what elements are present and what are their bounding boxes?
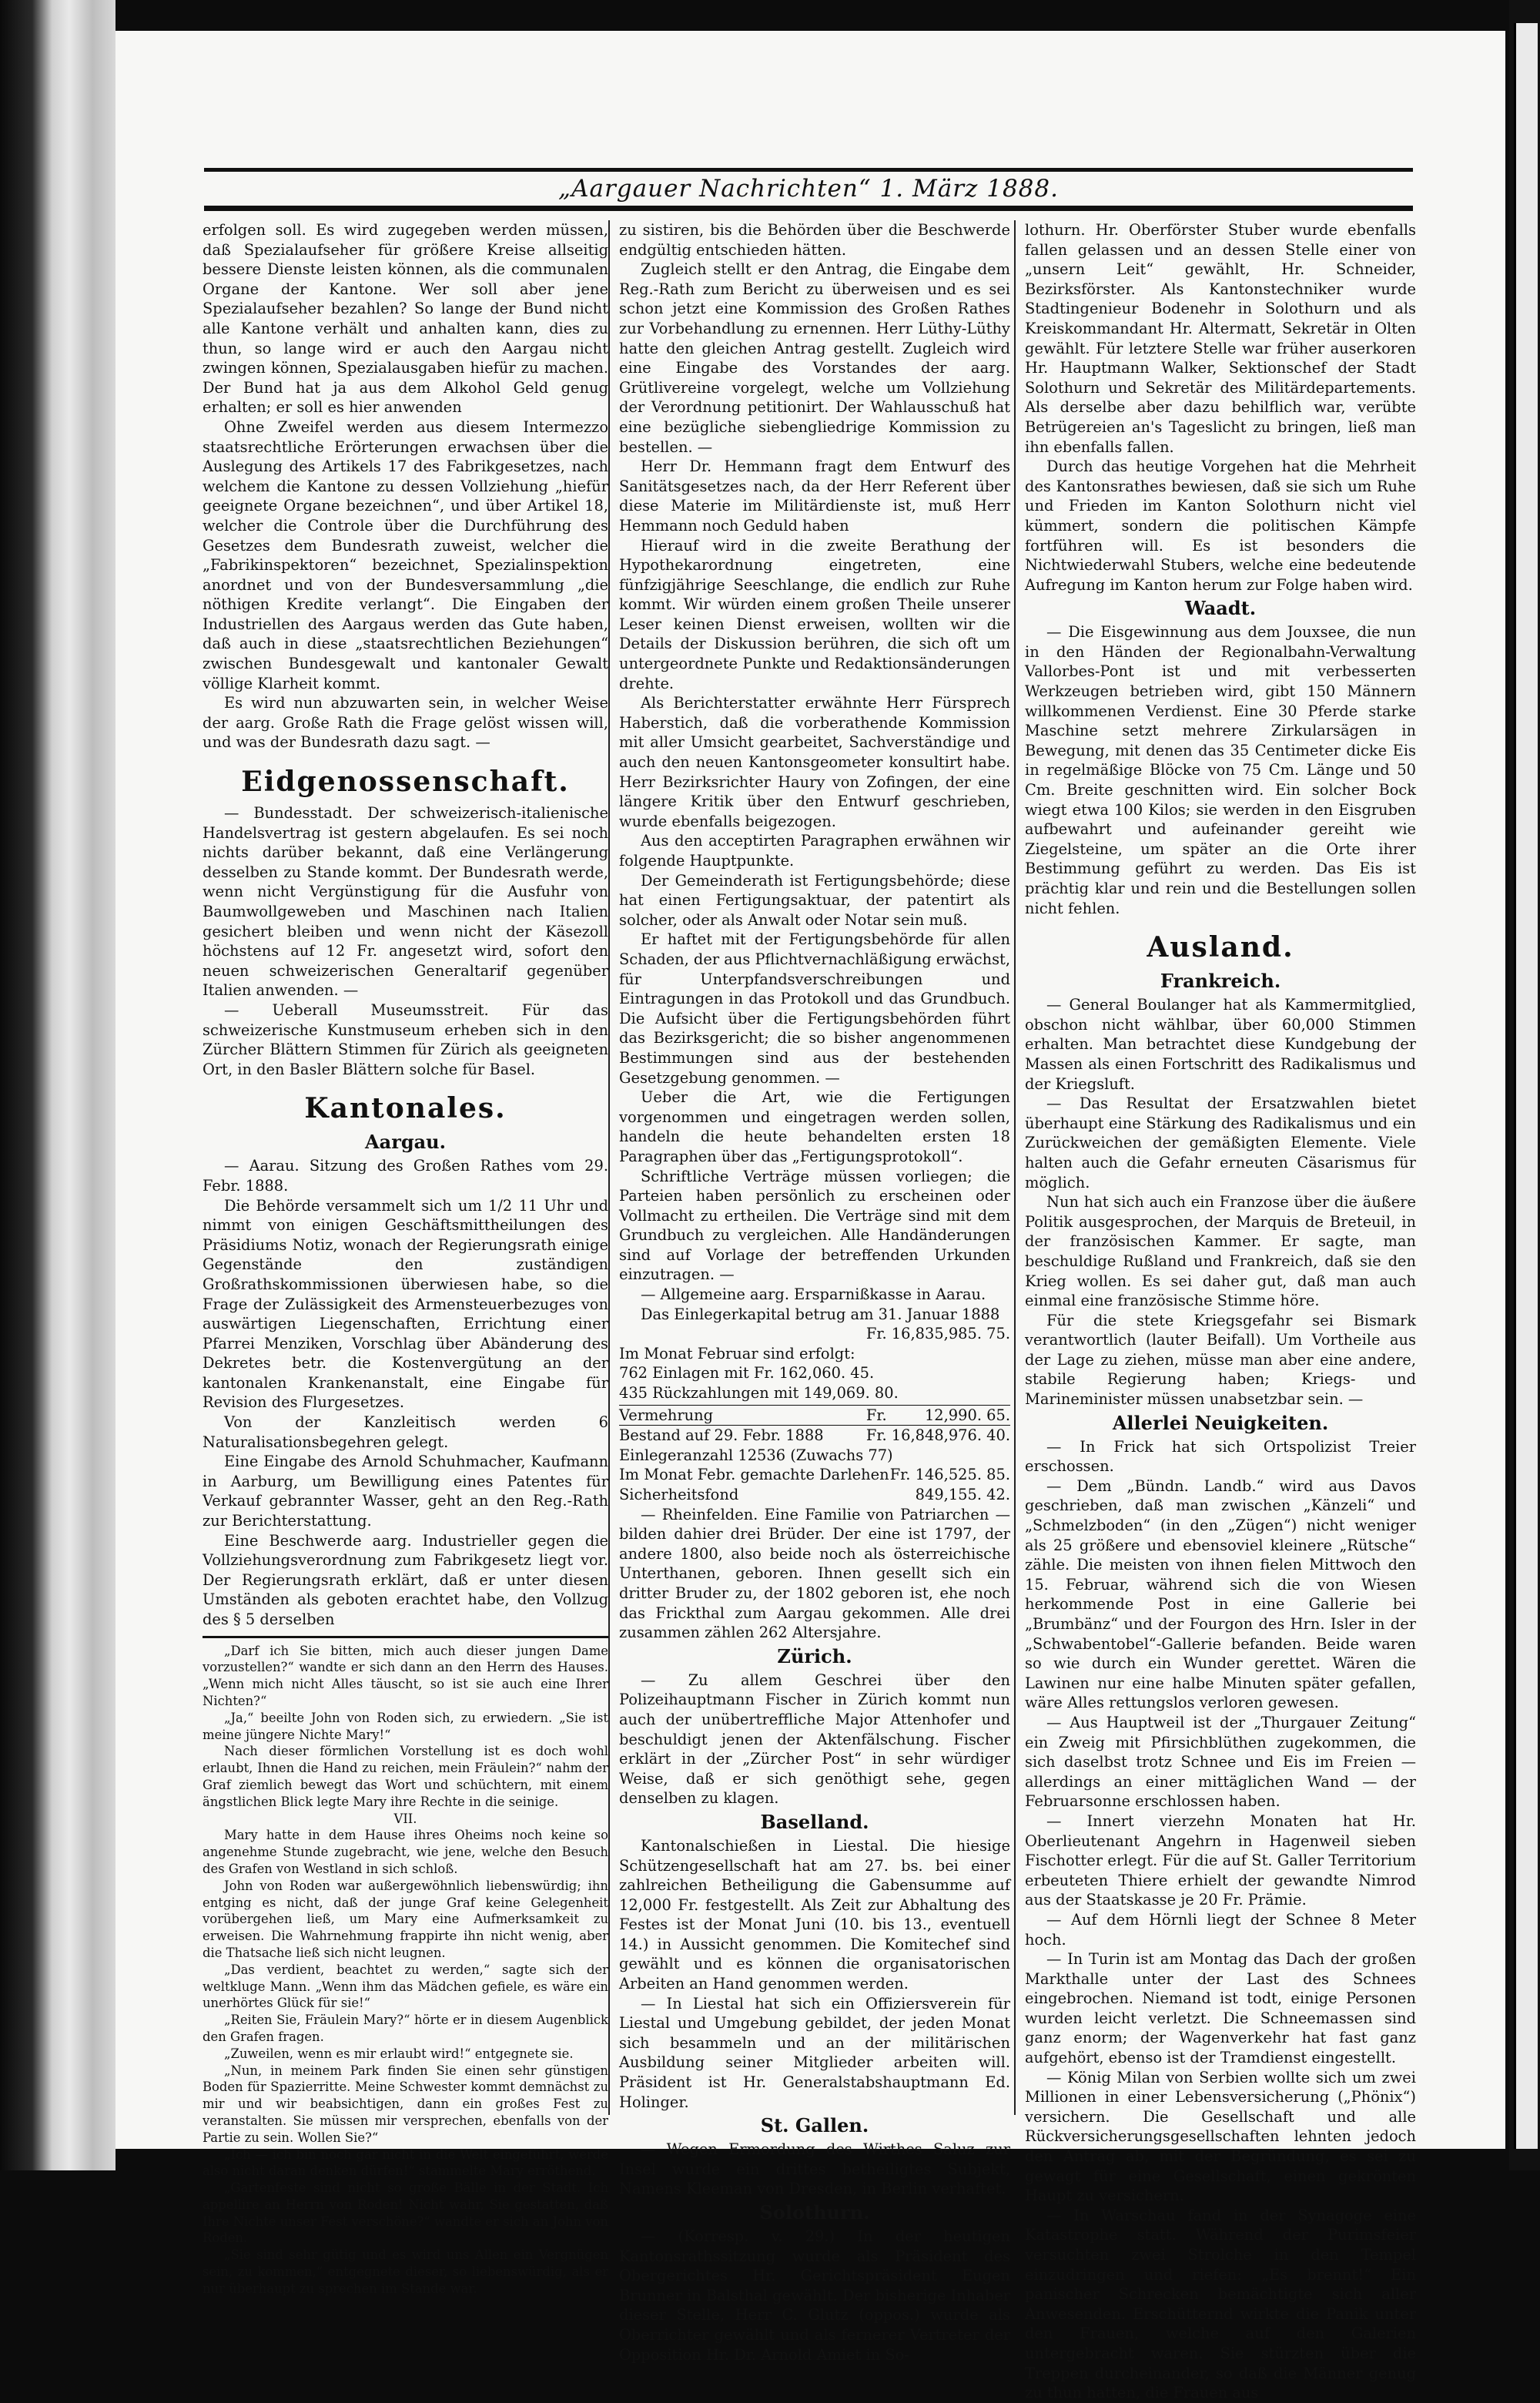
article-text: — Bundesstadt. Der schweizerisch-italienische Handelsvertrag ist gestern abgelaufen. Es sei noch nichts darüber bekannt, daß eine Verlängerung desselben zu Stande kommt. Der Bundesrath werde, wenn nicht Vergünstigung für die Ausfuhr von Baumwollgeweben und Maschinen nach Italien gesichert bleiben und wenn nicht der Käsezoll höchstens auf 12 Fr. angesetzt wird, sofort den neuen schweizerischen Generaltarif gegenüber Italien anwenden. — [203,804,608,1000]
subheading-solothurn: Solothurn. [759,2201,870,2224]
article-text: Als Berichterstatter erwähnte Herr Fürsprech Haberstich, daß die vorberathende Kommission mit aller Umsicht gearbeitet, Sachverständige und auch den neuen Kantonsgeometer konsultirt habe. Herr Bezirksrichter Haury von Zofingen, der eine längere Kritik über den Entwurf geschrieben, wurde ebenfalls beigezogen. [619,694,1010,830]
article-text: — Zu allem Geschrei über den Polizeihauptmann Fischer in Zürich kommt nun auch der unübertreffliche Major Attenhofer und beschuldigt jenen der Aktenfälschung. Fischer erklärt in der „Zürcher Post“ in sehr würdiger Weise, daß er sich genöthigt sehe, gegen denselben zu klagen. [619,1671,1010,1808]
feuilleton [203,1643,608,2297]
section-heading-ausland: Ausland. [1147,931,1294,964]
article-text: Von der Kanzleitisch werden 6 Naturalisationsbegehren gelegt. [203,1413,608,1451]
article-text: Durch das heutige Vorgehen hat die Mehrheit des Kantonsrathes bewiesen, daß sie sich um Ruhe und Frieden im Kanton Solothurn nicht viel kümmert, sondern die politischen Kämpfe fortführen will. Es ist besonders die Nichtwiederwahl Stubers, welche eine bedeutende Aufregung im Kanton herum zur Folge haben wird. [1025,457,1416,594]
ledger-label: Vermehrung [619,1406,713,1424]
article-text: — In Frick hat sich Ortspolizist Treier erschossen. [1025,1437,1416,1476]
masthead: „Aargauer Nachrichten“ 1. März 1888. [558,175,1059,203]
article-text: — Innert vierzehn Monaten hat Hr. Oberlieutenant Angehrn in Hagenweil sieben Fischotter erlegt. Für die auf St. Galler Territorium erbeuteten Thiere erhielt der gewandte Nimrod aus der Staatskasse je 20 Fr. Prämie. [1025,1811,1416,1909]
article-text: — Rheinfelden. Eine Familie von Patriarchen — bilden dahier drei Brüder. Der eine ist 1797, der andere 1800, also beide noch als österreichische Unterthanen, geboren. Ihnen gesellt sich ein dritter Bruder zu, der 1802 geboren ist, ehe noch das Frickthal zum Aargau gekommen. Alle drei zusammen zählen 262 Altersjahre. [619,1505,1010,1642]
article-text: Nun hat sich auch ein Franzose über die äußere Politik ausgesprochen, der Marquis de Breteuil, in der französischen Kammer. Er sagte, man beschuldige Rußland und Frankreich, daß sie den Krieg wollen. Es sei daher gut, daß man auch einmal eine französische Stimme höre. [1025,1193,1416,1310]
feuilleton-rule [203,1636,608,1638]
ledger-label: Im Monat Febr. gemachte Darlehen [619,1466,889,1484]
next-page-edge [1509,0,1540,2170]
article-text: erfolgen soll. Es wird zugegeben werden müssen, daß Spezialaufseher für größere Kreise allseitig bessere Dienste leisten können, als die communalen Organe der Kantone. Wer soll aber jene Spezialaufseher bezahlen? So lange der Bund nicht alle Kantone verhält und anhalten kann, dies zu thun, so lange wird er auch den Aargau nicht zwingen können, Spezialausgaben hiefür zu machen. Der Bund hat ja aus dem Alkohol Geld genug erhalten; er soll es hier anwenden [203,221,608,417]
column-2 [608,220,1010,2364]
feuilleton-paragraph: „Reiten Sie, Fräulein Mary?“ hörte er in diesem Augenblick den Grafen fragen. [203,2013,608,2044]
ledger-label: Bestand auf 29. Febr. 1888 [619,1426,824,1445]
feuilleton-paragraph: „Sie sind sehr gütig und es wird uns Allen ein Vergnügen sein, zu kommen,“ entgegnete dieser, so liebenswürdig, als er nur überhaupt zu sprechen im Stande war. [203,2247,608,2296]
column-1 [203,220,608,2297]
article-text: 435 Rückzahlungen mit 149,069. 80. [619,1384,899,1403]
ledger-row [619,1485,1010,1505]
article-text: — König Milan von Serbien wollte sich um zwei Millionen in einer Lebensversicherung („Phönix“) versichern. Die Gesellschaft und alle Rückversicherungsgesellschaften lehnten jedoch den Antrag ab, mit der Begründung, es sei zu gewagt für eine Gesellschaft, einen gekrönten Haupt zu versichern. [1025,2068,1416,2205]
article-text: — Allgemeine aarg. Ersparnißkasse in Aarau. [641,1285,986,1304]
article-text: Der Gemeinderath ist Fertigungsbehörde; diese hat einen Fertigungsaktuar, der patentirt als solcher, oder als Anwalt oder Notar sein muß. [619,871,1010,929]
article-text: — Ueberall Museumsstreit. Für das schweizerische Kunstmuseum erheben sich in den Zürcher Blättern Stimmen für Zürich als geeigneten Ort, in den Basler Blättern solche für Basel. [203,1000,608,1078]
feuilleton-paragraph: John von Roden war außergewöhnlich liebenswürdig; ihn entging es nicht, daß der junge Graf keine Gelegenheit vorübergehen ließ, um Mary eine Aufmerksamkeit zu erweisen. Die Wahrnehmung frappirte ihn nicht wenig, aber die Thatsache ließ sich nicht leugnen. [203,1878,608,1960]
ledger-label: Sicherheitsfond [619,1486,739,1503]
newspaper-page [116,31,1505,2402]
article-text: — Das Resultat der Ersatzwahlen bietet überhaupt eine Stärkung des Radikalismus und ein Zurückweichen der gemäßigten Elemente. Viele halten auch die Gefahr erneuten Cäsarismus für möglich. [1025,1094,1416,1191]
amount: Fr. 16,835,985. 75. [865,1325,1010,1343]
section-heading-kantonales: Kantonales. [304,1092,507,1125]
article-text: 762 Einlagen mit Fr. 162,060. 45. [619,1364,875,1382]
ledger-row [619,1405,1010,1426]
article-text: Das Einlegerkapital betrug am 31. Januar 1888 [641,1305,1000,1323]
article-text: Die Behörde versammelt sich um 1/2 11 Uhr und nimmt von einigen Geschäftsmittheilungen des Präsidiums Notiz, wonach der Regierungsrath einige Gegenstände den zuständigen Großrathskommissionen überwiesen habe, so die Frage der Zulässigkeit des Armensteuerbezuges von auswärtigen Liegenschaften, Errichtung einer Pfarrei Menziken, Vorschlag über Abänderung des Dekretes betr. die Kostenvergütung an der kantonalen Krankenanstalt, eine Eingabe für Revision des Flurgesetzes. [203,1196,608,1412]
feuilleton-paragraph: „Ja,“ beeilte John von Roden sich, zu erwiedern. „Sie ist meine jüngere Nichte Mary!“ [203,1710,608,1742]
article-text: Hierauf wird in die zweite Berathung der Hypothekarordnung eingetreten, eine fünfzigjährige Seeschlange, die endlich zur Ruhe kommt. Wir würden einem großen Theile unserer Leser keinen Dienst erweisen, wollten wir die Details der Diskussion berühren, die sich oft um untergeordnete Punkte und Redaktionsänderungen drehte. [619,536,1010,692]
feuilleton-paragraph: „Das verdient, beachtet zu werden,“ sagte sich der weltkluge Mann. „Wenn ihm das Mädchen gefiele, es wäre ein unerhörtes Glück für sie!“ [203,1962,608,2011]
article-text: zu sistiren, bis die Behörden über die Beschwerde endgültig entschieden hätten. [619,221,1010,259]
feuilleton-paragraph: Mary hatte in dem Hause ihres Oheims noch keine so angenehme Stunde zugebracht, wie jene, welche den Besuch des Grafen von Westland in sich schloß. [203,1828,608,1876]
article-text: — General Boulanger hat als Kammermitglied, obschon nicht wählbar, über 60,000 Stimmen erhalten. Man betrachtet diese Kundgebung der Massen als einen Fortschritt des Radikalismus und der Kriegsluft. [1025,996,1416,1093]
article-text: Zugleich stellt er den Antrag, die Eingabe dem Reg.-Rath zum Bericht zu überweisen und es sei schon jetzt eine Kommission des Großen Rathes zur Vorbehandlung zu ernennen. Herr Lüthy-Lüthy hatte den gleichen Antrag gestellt. Zugleich wird eine Eingabe des Vorstandes der aarg. Grütlivereine vorgelegt, welche um Vollziehung der Verordnung petitionirt. Der Wahlausschuß hat eine bezügliche siebengliedrige Kommission zu bestellen. — [619,260,1010,456]
article-text: Eine Eingabe des Arnold Schuhmacher, Kaufmann in Aarburg, um Bewilligung eines Patentes für Verkauf gebrannter Wasser, geht an den Reg.-Rath zur Berichterstattung. [203,1453,608,1530]
article-text: — In Warschau fand in der Synagoge eine Katastrophe statt. Während der Purimsfeier versuchten zwei Strolche in den Tempel einzudringen und riefen: „Es brennt!“ Ein panischer Schrecken bemächtigte sich aller Anwesenden. Erschütternd wirkte die Panik unter den Frauen, welche auf den Galerien untergebracht waren. Sie stürzten über die Treppen durcheinander, so daß die Männer genug zu thun hatten, die Frauen aus [1025,2206,1416,2402]
subheading-waadt: Waadt. [1184,597,1257,620]
article-text: — Aarau. Sitzung des Großen Rathes vom 29. Febr. 1888. [203,1157,608,1195]
article-text: Kantonalschießen in Liestal. Die hiesige Schützengesellschaft hat am 27. bs. bei einer zahlreichen Betheiligung die Gabensumme auf 12,000 Fr. festgestellt. Als Zeit zur Abhaltung des Festes ist der Monat Juni (10. bis 13., eventuell 14.) in Aussicht genommen. Die Komitechef sind gewählt und es können die organisatorischen Arbeiten an Hand genommen werden. [619,1836,1010,1993]
feuilleton-paragraph: „Darf ich Sie bitten, mich auch dieser jungen Dame vorzustellen?“ wandte er sich dann an den Herrn des Hauses. „Wenn mich nicht Alles täuscht, so ist sie auch eine Ihrer Nichten?“ [203,1643,608,1708]
ledger-value: Fr. 12,990. 65. [865,1406,1010,1424]
article-text: — In Turin ist am Montag das Dach der großen Markthalle unter der Last des Schnees eingebrochen. Niemand ist todt, einige Personen wurden leicht verletzt. Die Schneemassen sind ganz enorm; der Wagenverkehr hat fast ganz aufgehört, ebenso ist der Tramdienst eingestellt. [1025,1950,1416,2067]
article-text: Aus den acceptirten Paragraphen erwähnen wir folgende Hauptpunkte. [619,832,1010,870]
subheading-baselland: Baselland. [760,1810,869,1833]
subheading-aargau: Aargau. [365,1131,446,1154]
ledger-row [619,1465,1010,1485]
subheading-frankreich: Frankreich. [1160,970,1281,993]
article-text: Herr Dr. Hemmann fragt dem Entwurf des Sanitätsgesetzes nach, da der Herr Referent über diese Materie im Militärdienste ist, muß Herr Hemmann noch Geduld haben [619,457,1010,535]
subheading-zuerich: Zürich. [777,1644,852,1667]
feuilleton-chapter: VII. [393,1811,417,1826]
masthead-rule-top [204,168,1413,172]
ledger-row [619,1425,1010,1446]
ledger-value: Fr. 16,848,976. 40. [865,1426,1010,1445]
article-text: — (Korresp. v. 29.) In der heutigen Kantonsrathssitzung wurde als Präsident des Obergerichtes Hr. Gerichtspräsident Eugen Brunner in Balsthal gewählt. Der bisherige Inhaber dieser Stelle, Herr C. Glutz (oppos.) wurde als Oberrichter gewählt und als fernerer Vertreter der Opposition Hr. Dr. Arnold Amiet in So- [619,2227,1010,2364]
article-text: Schriftliche Verträge müssen vorliegen; die Parteien haben persönlich zu erscheinen oder Vollmacht zu ertheilen. Die Verträge sind mit dem Grundbuch zu vergleichen. Alle Handänderungen sind auf Vorlage der betreffenden Urkunden einzutragen. — [619,1167,1010,1284]
article-text: — In Liestal hat sich ein Offiziersverein für Liestal und Umgebung gebildet, der jeden Monat sich besammeln und an der militärischen Ausbildung seiner Mitglieder arbeiten will. Präsident ist Hr. Generalstabshauptmann Ed. Holinger. [619,1994,1010,2111]
feuilleton-paragraph: Nach dieser förmlichen Vorstellung ist es doch wohl erlaubt, Ihnen die Hand zu reichen, mein Fräulein?“ nahm der Graf ziemlich bewegt das Wort und schüchtern, mit einem ängstlichen Blick legte Mary ihre Rechte in die seinige. [203,1744,608,1809]
ledger-value: Fr. 146,525. 85. [889,1466,1010,1484]
article-text: Ohne Zweifel werden aus diesem Intermezzo staatsrechtliche Erörterungen erwachsen über die Auslegung des Artikels 17 des Fabrikgesetzes, nach welchem die Kantone zu dessen Vollziehung „hiefür geeignete Organe bezeichnen“, und über Artikel 18, welcher die Controle über die Durchführung des Gesetzes dem Bundesrath zuweist, welcher die „Fabrikinspektoren“ bezeichnet, Spezialinspektion anordnet und von der Bundesversammlung „die nöthigen Kredite verlangt“. Die Eingaben der Industriellen des Aargaus werden das Gute haben, daß auch in diese „staatsrechtlichen Beziehungen“ zwischen Bundesgewalt und kantonaler Gewalt völlige Klarheit kommt. [203,417,608,692]
article-text: Ueber die Art, wie die Fertigungen vorgenommen und eingetragen werden sollen, handeln die heute behandelten ersten 18 Paragraphen über das „Fertigungsprotokoll“. [619,1088,1010,1165]
article-text: Er haftet mit der Fertigungsbehörde für allen Schaden, der aus Pflichtvernachläßigung erwächst, für Unterpfandsverschreibungen und Eintragungen in das Protokoll und das Grundbuch. Die Aufsicht über die Fertigungsbehörden führt das Bezirksgericht; die so bisher angenommenen Bestimmungen sind aus der bestehenden Gesetzgebung genommen. — [619,930,1010,1087]
feuilleton-paragraph: „Gartenfeste sind nicht so große Bälle in der Stadt. Ich appellire an Herrn von Roden! Nicht wahr, Sie gestatten, daß Ihre Nichte unser Fest verschöne?“ wandte er sich an John von Roden. [203,2180,608,2246]
article-text: — Auf dem Hörnli liegt der Schnee 8 Meter hoch. [1025,1910,1416,1949]
article-text: — Wegen Ermordung des Wirthes Saluz zur Insel wurde ein drittes betheiligtes Subjekt, Namens Kleeman von Dresden, in Berlin verhaftet. [619,2140,1010,2198]
article-text: Für die stete Kriegsgefahr sei Bismark verantwortlich (lauter Beifall). Um Vortheile aus der Lage zu ziehen, müsse man aber eine andere, stabile Regierung haben; Kriegs- und Marineminister müssen unabsetzbar sein. — [1025,1311,1416,1409]
binding-edge [0,0,116,2170]
subheading-allerlei: Allerlei Neuigkeiten. [1112,1411,1329,1434]
article-text: lothurn. Hr. Oberförster Stuber wurde ebenfalls fallen gelassen und an dessen Stelle einer von „unsern Leit“ gewählt, Hr. Schneider, Bezirksförster. Als Kantonstechniker wurde Stadtingenieur Bodenehr in Solothurn und als Kreiskommandant Hr. Altermatt, Sekretär in Olten gewählt. Für letztere Stelle war früher auserkoren Hr. Hauptmann Walker, Sektionschef der Stadt Solothurn und Sekretär des Militärdepartements. Als derselbe aber dazu behilflich war, verübte Betrügereien an's Tageslicht zu bringen, ließ man ihn ebenfalls fallen. [1025,221,1416,456]
article-text: Einlegeranzahl 12536 (Zuwachs 77) [619,1446,893,1464]
article-text: — Die Eisgewinnung aus dem Jouxsee, die nun in den Händen der Regionalbahn-Verwaltung Vallorbes-Pont ist und mit verbesserten Werkzeugen betrieben wird, gibt 150 Männern willkommenen Verdienst. Eine 30 Pferde starke Maschine setzt mehrere Zirkularsägen in Bewegung, mit denen das 35 Centimeter dicke Eis in regelmäßige Blöcke von 75 Cm. Länge und 50 Cm. Breite geschnitten wird. Ein solcher Bock wiegt etwa 100 Kilos; sie werden in den Eisgruben aufbewahrt und aufeinander gereiht wie Ziegelsteine, um später an die Orte ihrer Bestimmung geführt zu werden. Das Eis ist prächtig klar und rein und die Bestellungen sollen nicht fehlen. [1025,623,1416,917]
subheading-st-gallen: St. Gallen. [760,2114,869,2137]
article-text: — Dem „Bündn. Landb.“ wird aus Davos geschrieben, daß man zwischen „Känzeli“ und „Schmelzboden“ (in den „Zügen“) nicht weniger als 25 größere und ebensoviel kleinere „Rütsche“ zähle. Die meisten von ihnen fielen Mittwoch den 15. Februar, während sich die von Wiesen herkommende Post in eine Gallerie bei „Brumbänz“ und der Fourgon des Hrn. Isler in der „Schwabentobel“-Gallerie befanden. Beide waren so wie durch ein Wunder gerettet. Wären die Lawinen nur eine halbe Minuten später gefallen, wäre Alles rettungslos verloren gewesen. [1025,1476,1416,1712]
article-text: — Aus Hauptweil ist der „Thurgauer Zeitung“ ein Zweig mit Pfirsichblüthen zugekommen, die sich daselbst trotz Schnee und Eis im Freien — allerdings an einer mittäglichen Wand — der Februarsonne erschlossen haben. [1025,1713,1416,1811]
feuilleton-paragraph: „Ich — ich bin noch gar nicht in die Welt eingeführt, werde also nicht daran denken dürfen!“ stammelte Mary erröthend. [203,2147,608,2179]
article-text: Im Monat Februar sind erfolgt: [619,1344,855,1362]
article-text: Es wird nun abzuwarten sein, in welcher Weise der aarg. Große Rath die Frage gelöst wissen will, und was der Bundesrath dazu sagt. — [203,694,608,752]
masthead-rule-bottom [204,206,1413,211]
feuilleton-paragraph: „Nun, in meinem Park finden Sie einen sehr günstigen Boden für Spazierritte. Meine Schwester kommt demnächst zu mir und wir beabsichtigen, dann ein großes Fest zu veranstalten. Sie müssen mir versprechen, ebenfalls von der Partie zu sein. Wollen Sie?“ [203,2063,608,2145]
section-heading-eidgenossenschaft: Eidgenossenschaft. [241,766,570,799]
article-text: Eine Beschwerde aarg. Industrieller gegen die Vollziehungsverordnung zum Fabrikgesetz liegt vor. Der Regierungsrath erklärt, daß er unter diesen Umständen als geboten erachtet habe, den Vollzug des § 5 derselben [203,1531,608,1628]
ledger-value: 849,155. 42. [915,1486,1010,1503]
feuilleton-paragraph: „Zuweilen, wenn es mir erlaubt wird!“ entgegnete sie. [224,2046,574,2061]
column-3 [1014,220,1416,2403]
